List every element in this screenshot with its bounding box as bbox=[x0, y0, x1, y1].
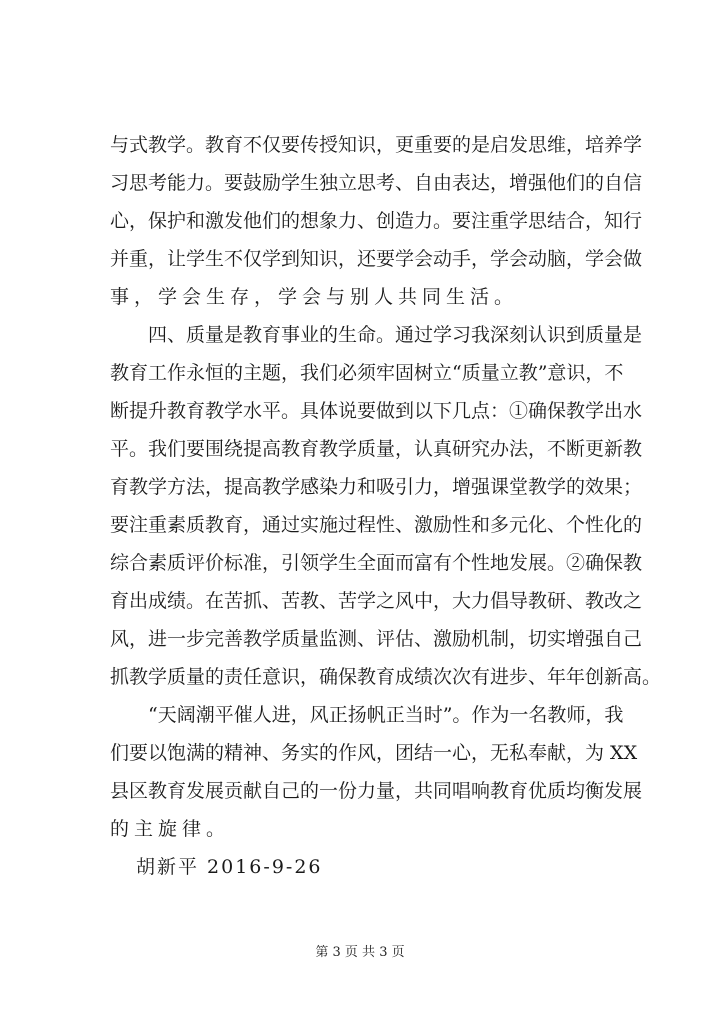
text-line: 育出成绩。在苦抓、苦教、苦学之风中，大力倡导教研、教改之 bbox=[110, 590, 643, 612]
text-line: 抓教学质量的责任意识，确保教育成绩次次有进步、年年创新高。 bbox=[110, 666, 662, 688]
text-line: 的主旋律。 bbox=[110, 818, 231, 840]
text-line: 断提升教育教学水平。具体说要做到以下几点：①确保教学出水 bbox=[110, 400, 643, 422]
text-line: 心，保护和激发他们的想象力、创造力。要注重学思结合，知行 bbox=[110, 210, 643, 232]
text-line: “天阔潮平催人进，风正扬帆正当时”。作为一名教师，我 bbox=[148, 704, 624, 726]
text-line: 平。我们要围绕提高教育教学质量，认真研究办法，不断更新教 bbox=[110, 438, 643, 460]
text-line: 风，进一步完善教学质量监测、评估、激励机制，切实增强自己 bbox=[110, 628, 643, 650]
text-line: 要注重素质教育，通过实施过程性、激励性和多元化、个性化的 bbox=[110, 514, 643, 536]
text-line: 育教学方法，提高教学感染力和吸引力，增强课堂教学的效果； bbox=[110, 476, 643, 498]
text-line: 综合素质评价标准，引领学生全面而富有个性地发展。②确保教 bbox=[110, 552, 643, 574]
text-line: 县区教育发展贡献自己的一份力量，共同唱响教育优质均衡发展 bbox=[110, 780, 643, 802]
page-footer: 第 3 页 共 3 页 bbox=[315, 945, 405, 960]
text-line: 教育工作永恒的主题，我们必须牢固树立“质量立教”意识，不 bbox=[110, 362, 624, 384]
text-line: 四、质量是教育事业的生命。通过学习我深刻认识到质量是 bbox=[148, 324, 643, 346]
text-line: 事，学会生存，学会与别人共同生活。 bbox=[110, 286, 519, 308]
text-line: 们要以饱满的精神、务实的作风，团结一心，无私奉献，为 XX bbox=[110, 742, 638, 764]
signature: 胡新平 2016-9-26 bbox=[136, 856, 323, 878]
text-line: 与式教学。教育不仅要传授知识，更重要的是启发思维，培养学 bbox=[110, 134, 643, 156]
text-line: 并重，让学生不仅学到知识，还要学会动手，学会动脑，学会做 bbox=[110, 248, 643, 270]
text-line: 习思考能力。要鼓励学生独立思考、自由表达，增强他们的自信 bbox=[110, 172, 643, 194]
